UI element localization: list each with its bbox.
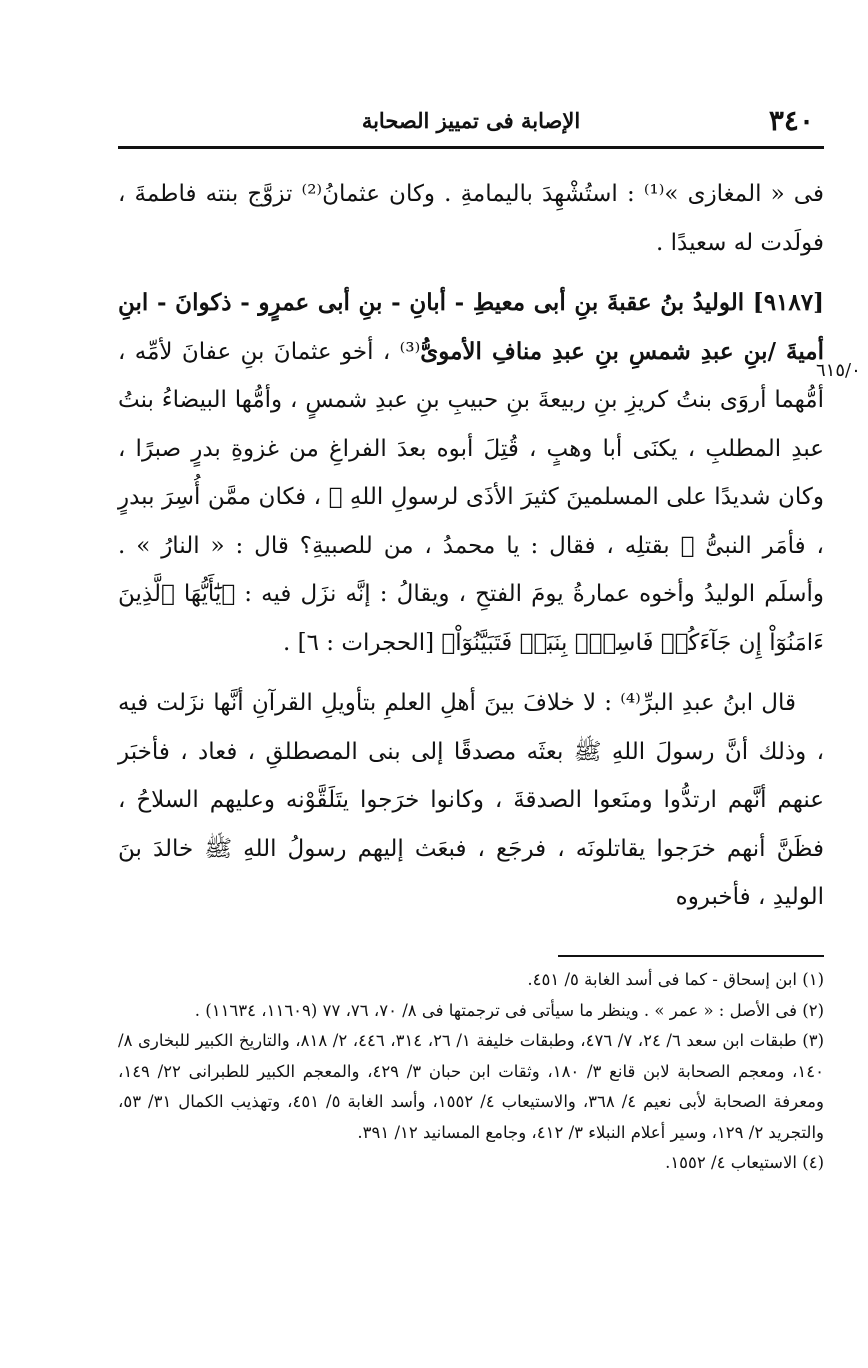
paragraph-2 [118, 279, 824, 667]
paragraph-3: قال ابنُ عبدِ البرِّ⁽⁴⁾ : لا خلافَ بينَ أهلِ العلمِ بتأويلِ القرآنِ أنَّها نزَلت فيه ، وذلك أنَّ رسولَ اللهِ ﷺ بعثَه مصدقًا إلى بنى المصطلقِ ، فعاد ، فأخبَر عنهم أنَّهم ارتدُّوا ومنَعوا الصدقةَ ، وكانوا خرَجوا يتَلَقَّوْنه وعليهم السلاحُ ، فظَنَّ أنهم خرَجوا يقاتلونَه ، فرجَع ، فبعَث إليهم رسولُ اللهِ ﷺ خالدَ بنَ الوليدِ ، فأخبروه [118, 690, 824, 910]
page-number: ٣٤٠ [768, 104, 814, 137]
footnote-1: (١) ابن إسحاق - كما فى أسد الغابة ٥/ ٤٥١. [527, 970, 824, 989]
header-rule [118, 146, 824, 149]
footnotes [118, 965, 824, 1179]
footnote-rule [558, 955, 824, 957]
paragraph-2-text: ، أخو عثمانَ بنِ عفانَ لأمِّه ، أمُّهما أروَى بنتُ كريزِ بنِ ربيعةَ بنِ حبيبِ بنِ عبدِ شمسٍ ، وأمُّها البيضاءُ بنتُ عبدِ المطلبِ ، يكنَى أبا وهبٍ ، قُتِلَ أبوه بعدَ الفراغِ من غزوةِ بدرٍ صبرًا ، وكان شديدًا على المسلمينَ كثيرَ الأذَى لرسولِ اللهِ ﷺ ، فكان ممَّن أُسِرَ ببدرٍ ، فأمَر النبىُّ ﷺ بقتلِه ، فقال : يا محمدُ ، من للصبيةِ؟ قال : « النارُ » . وأسلَم الوليدُ وأخوه عمارةُ يومَ الفتحِ ، ويقالُ : إنَّه نزَل فيه : ﴿يَٰٓأَيُّهَا ٱلَّذِينَ ءَامَنُوٓاْ إِن جَآءَكُمۡ فَاسِقُۢ بِنَبَإٖ فَتَبَيَّنُوٓاْ﴾ [الحجرات : ٦] . [118, 338, 824, 656]
footnote-3: (٣) طبقات ابن سعد ٦/ ٢٤، ٧/ ٤٧٦، وطبقات خليفة ١/ ٢٦، ٣١٤، ٤٤٦، ٢/ ٨١٨، والتاريخ الكبير للبخارى ٨/ ١٤٠، ومعجم الصحابة لابن قانع ٣/ ١٨٠، وثقات ابن حبان ٣/ ٤٢٩، والمعجم الكبير للطبرانى ٢٢/ ١٤٩، ومعرفة الصحابة لأبى نعيم ٤/ ٣٦٨، والاستيعاب ٤/ ١٥٥٢، وأسد الغابة ٥/ ٤٥١، وتهذيب الكمال ٣١/ ٥٣، والتجريد ٢/ ١٢٩، وسير أعلام النبلاء ٣/ ٤١٢، وجامع المسانيد ١٢/ ٣٩١. [118, 1031, 825, 1142]
running-title: الإصابة فى تمييز الصحابة [361, 108, 581, 133]
entry-note-marker: ⁽³⁾ [399, 338, 421, 365]
margin-reference: ٦١٥/٠ [816, 360, 861, 381]
paragraph-1: فى « المغازى »⁽¹⁾ : استُشْهِدَ باليمامةِ . وكان عثمانُ⁽²⁾ تزوَّج بنته فاطمةَ ، فولَدت له سعيدًا . [118, 181, 824, 256]
page-header [118, 100, 824, 144]
footnote-2: (٢) فى الأصل : « عمر » . وينظر ما سيأتى فى ترجمتها فى ٨/ ٧٠، ٧٦، ٧٧ (١١٦٠٩، ١١٦٣٤) . [194, 1000, 824, 1020]
footnote-4: (٤) الاستيعاب ٤/ ١٥٥٢. [665, 1153, 824, 1172]
main-text [118, 170, 824, 922]
entry-title: [٩١٨٧] الوليدُ بنُ عقبةَ بنِ أبى معيطِ - أبانِ - بنِ أبى عمرٍو - ذكوانَ - ابنِ أميةَ /بنِ عبدِ شمسِ بنِ عبدِ منافِ الأموىُّ [118, 289, 825, 365]
